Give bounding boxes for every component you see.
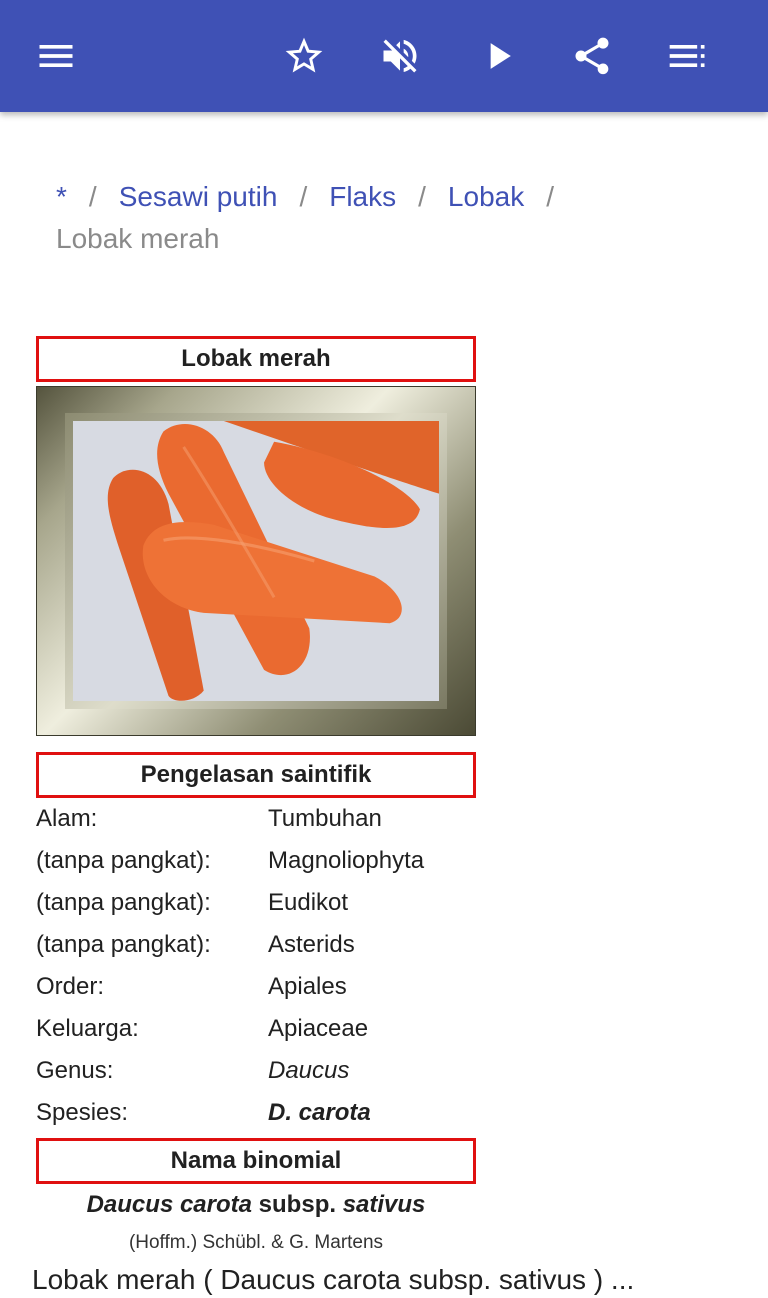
taxonomy-row (36, 1092, 476, 1134)
binomial-authority: (Hoffm.) Schübl. & G. Martens (128, 1232, 384, 1253)
taxonomy-label: Genus: (36, 1057, 114, 1084)
binomial-name (36, 1184, 476, 1226)
contents-button[interactable] (660, 28, 716, 84)
bookmark-button[interactable] (276, 28, 332, 84)
playlist-icon (666, 34, 710, 78)
taxonomy-label: Order: (36, 973, 105, 1000)
menu-icon (34, 34, 78, 78)
taxonomy-row (36, 882, 476, 924)
taxonomy-value[interactable]: Apiaceae (268, 1015, 369, 1042)
taxonomy-row (36, 840, 476, 882)
taxonomy-label: Spesies: (36, 1099, 129, 1126)
binomial-variety: sativus (342, 1191, 426, 1218)
carrot-photo (73, 421, 439, 701)
binomial-species: Daucus carota (86, 1191, 252, 1218)
taxonomy-label: (tanpa pangkat): (36, 931, 211, 958)
taxonomy-value[interactable]: Asterids (268, 931, 355, 958)
breadcrumb-separator: / (418, 181, 426, 212)
taxonomy-value[interactable]: Tumbuhan (268, 805, 382, 832)
breadcrumb-separator: / (299, 181, 308, 212)
taxonomy-value[interactable]: Apiales (268, 973, 347, 1000)
play-button[interactable] (470, 28, 526, 84)
volume-off-icon (378, 34, 422, 78)
breadcrumb-link-lobak[interactable]: Lobak (447, 181, 525, 212)
taxonomy-row (36, 966, 476, 1008)
taxonomy-value: D. carota (268, 1099, 371, 1126)
taxonomy-row (36, 1050, 476, 1092)
binomial-rank: subsp. (258, 1191, 337, 1218)
breadcrumb (56, 176, 716, 260)
taxonomy-label: Alam: (36, 805, 98, 832)
picture-frame (65, 413, 447, 709)
breadcrumb-current: Lobak merah (56, 223, 220, 254)
taxonomy-row (36, 1008, 476, 1050)
breadcrumb-link-root[interactable]: * (56, 181, 67, 212)
classification-header: Pengelasan saintifik (36, 752, 476, 798)
infobox-title: Lobak merah (36, 336, 476, 382)
binomial-header: Nama binomial (36, 1138, 476, 1184)
infobox-image[interactable] (36, 386, 476, 736)
menu-button[interactable] (28, 28, 84, 84)
taxonomy-label: Keluarga: (36, 1015, 139, 1042)
play-icon (476, 34, 520, 78)
taxonomy-value[interactable]: Daucus (268, 1057, 350, 1084)
taxonomy-value[interactable]: Eudikot (268, 889, 349, 916)
taxonomy-row (36, 798, 476, 840)
taxonomy-row (36, 924, 476, 966)
breadcrumb-separator: / (546, 181, 554, 212)
mute-button[interactable] (372, 28, 428, 84)
taxonomy-value[interactable]: Magnoliophyta (268, 847, 425, 874)
taxonomy-label: (tanpa pangkat): (36, 847, 211, 874)
carrot-illustration (73, 421, 439, 701)
breadcrumb-link-flaks[interactable]: Flaks (329, 181, 397, 212)
share-button[interactable] (564, 28, 620, 84)
article-text-partial: Lobak merah ( Daucus carota subsp. sativus ) ... (32, 1264, 635, 1295)
app-bar (0, 0, 768, 112)
breadcrumb-link-sesawi-putih[interactable]: Sesawi putih (118, 181, 278, 212)
share-icon (570, 34, 614, 78)
taxonomy-label: (tanpa pangkat): (36, 889, 211, 916)
breadcrumb-separator: / (88, 181, 97, 212)
star-icon (282, 34, 326, 78)
